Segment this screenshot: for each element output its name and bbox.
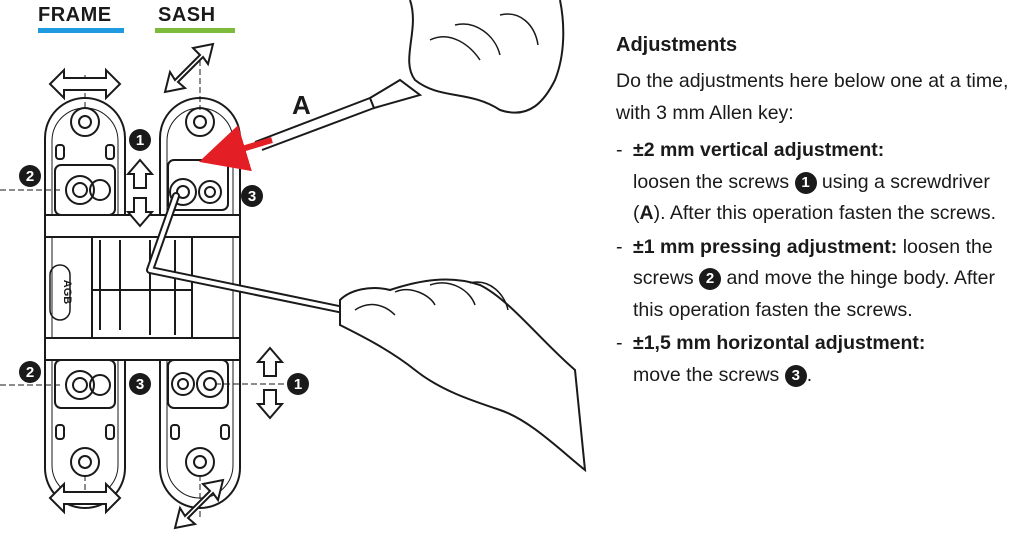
list-dash: - [616, 235, 623, 258]
lower-hand [340, 280, 585, 470]
list-dash: - [616, 139, 623, 161]
item-text: move the screws [633, 363, 780, 386]
callout-number-3: 3 [785, 365, 807, 387]
vertical-arrow-top [128, 160, 152, 188]
item-heading: ±2 mm vertical adjustment: [633, 139, 885, 161]
callout-2-top: 2 [25, 168, 35, 185]
item-text: loosen the screws [633, 235, 993, 289]
instructions-intro: Do the adjustments here below one at a time, with 3 mm Allen key: [616, 70, 1009, 124]
callout-number-1: 1 [795, 172, 817, 194]
sash-top-diag-arrow [165, 44, 213, 92]
callout-2-bottom: 2 [25, 364, 35, 381]
item-text: loosen the screws [633, 170, 790, 193]
item-text: ). After this operation fasten the screws. [653, 202, 997, 224]
item-text: . [806, 363, 813, 386]
callout-1-bottom: 1 [293, 376, 303, 393]
frame-header: FRAME [38, 4, 112, 26]
tool-label-a: A [292, 90, 311, 120]
vertical-arrow-right-top [258, 348, 282, 376]
callout-1-top: 1 [135, 132, 145, 149]
instructions-panel [616, 30, 1016, 393]
instruction-item-vertical [616, 135, 1016, 230]
item-heading: ±1 mm pressing adjustment: [633, 235, 898, 258]
callout-3-bottom: 3 [135, 376, 145, 393]
item-heading: ±1,5 mm horizontal adjustment: [633, 332, 926, 354]
item-bold-a: A [639, 202, 654, 224]
callout-number-2: 2 [699, 268, 721, 290]
upper-hand [409, 0, 563, 113]
instruction-item-pressing [616, 232, 1016, 327]
callout-3-top: 3 [247, 188, 257, 205]
list-dash: - [616, 332, 623, 354]
instructions-title: Adjustments [616, 34, 738, 56]
screwdriver [255, 98, 374, 150]
brand-mark: AGB [61, 279, 73, 305]
item-text: using a screwdriver ( [633, 170, 990, 224]
sash-header: SASH [158, 4, 216, 26]
instruction-item-horizontal [616, 328, 1016, 391]
item-text: and move the hinge body. After this operation fasten the screws. [633, 267, 996, 321]
vertical-arrow-right-bottom [258, 390, 282, 418]
